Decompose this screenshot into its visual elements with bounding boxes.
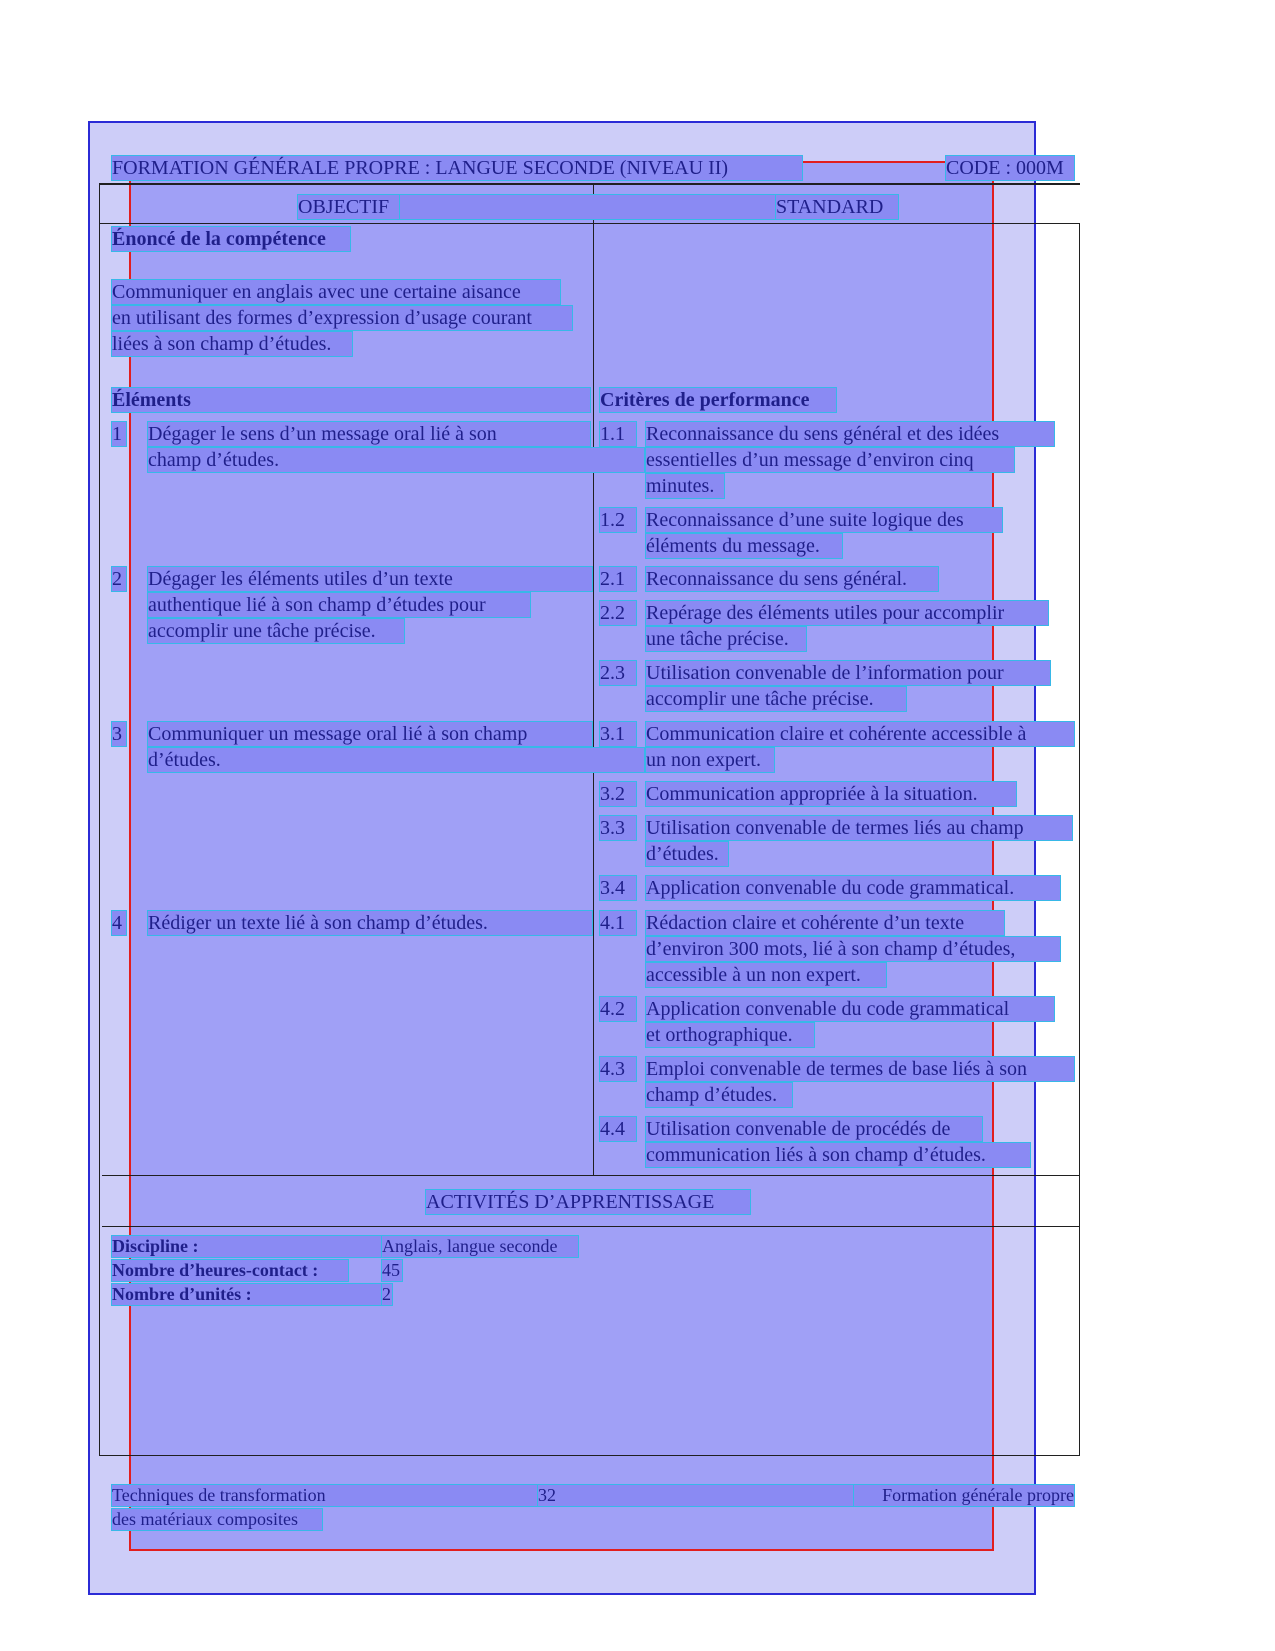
critere-text: minutes. — [646, 474, 724, 498]
table-left-border — [99, 183, 100, 1455]
competence-line: liées à son champ d’études. — [112, 332, 352, 356]
critere-text: Reconnaissance d’une suite logique des — [646, 508, 1002, 532]
critere-text: Emploi convenable de termes de base liés à son — [646, 1057, 1074, 1081]
critere-text: communication liés à son champ d’études. — [646, 1143, 1030, 1167]
column-divider — [593, 183, 594, 1175]
critere-number: 4.4 — [600, 1117, 636, 1141]
critere-text: accomplir une tâche précise. — [646, 687, 906, 711]
competence-line: en utilisant des formes d’expression d’usage courant — [112, 306, 572, 330]
heures-contact-label: Nombre d’heures-contact : — [112, 1260, 348, 1281]
header-row-divider — [99, 223, 1080, 224]
critere-text: Rédaction claire et cohérente d’un texte — [646, 911, 1004, 935]
critere-text: accessible à un non expert. — [646, 963, 886, 987]
objectif-bottom-border — [102, 1175, 1080, 1176]
critere-number: 3.2 — [600, 782, 636, 806]
element-text: Dégager le sens d’un message oral lié à son — [148, 422, 590, 446]
critere-text: une tâche précise. — [646, 627, 806, 651]
critere-text: d’environ 300 mots, lié à son champ d’études, — [646, 937, 1060, 961]
critere-number: 2.1 — [600, 567, 636, 591]
critere-text: éléments du message. — [646, 534, 842, 558]
discipline-label: Discipline : — [112, 1236, 382, 1257]
critere-number: 1.2 — [600, 508, 636, 532]
competence-heading: Énoncé de la compétence — [112, 227, 350, 251]
element-text: Rédiger un texte lié à son champ d’études. — [148, 911, 592, 935]
footer-page-number: 32 — [538, 1485, 854, 1506]
critere-number: 3.4 — [600, 876, 636, 900]
critere-text: Utilisation convenable de l’information pour — [646, 661, 1050, 685]
footer-right: Formation générale propre — [854, 1485, 1074, 1506]
element-text: accomplir une tâche précise. — [148, 619, 404, 643]
critere-text: un non expert. — [646, 748, 774, 772]
critere-text: Reconnaissance du sens général et des idées — [646, 422, 1054, 446]
element-number: 2 — [112, 567, 126, 591]
table-bottom-border — [99, 1455, 1080, 1456]
document-code: CODE : 000M — [946, 156, 1074, 180]
element-number: 4 — [112, 911, 126, 935]
critere-text: et orthographique. — [646, 1023, 814, 1047]
competence-line: Communiquer en anglais avec une certaine aisance — [112, 280, 560, 304]
critere-text: Application convenable du code grammatical. — [646, 876, 1060, 900]
standard-header: STANDARD — [776, 195, 898, 219]
critere-number: 4.1 — [600, 911, 636, 935]
activites-title: ACTIVITÉS D’APPRENTISSAGE — [426, 1190, 750, 1214]
table-top-border — [99, 183, 1080, 185]
critere-text: Application convenable du code grammatical — [646, 997, 1054, 1021]
footer-program: Techniques de transformation — [112, 1485, 538, 1506]
elements-heading: Éléments — [112, 388, 590, 412]
critere-number: 4.2 — [600, 997, 636, 1021]
heures-contact-value: 45 — [382, 1260, 400, 1280]
criteres-heading: Critères de performance — [600, 388, 836, 412]
critere-number: 3.1 — [600, 722, 636, 746]
element-text: authentique lié à son champ d’études pour — [148, 593, 530, 617]
critere-text: Reconnaissance du sens général. — [646, 567, 938, 591]
critere-text: Repérage des éléments utiles pour accomplir — [646, 601, 1048, 625]
critere-number: 1.1 — [600, 422, 636, 446]
critere-number: 2.3 — [600, 661, 636, 685]
element-number: 1 — [112, 422, 126, 446]
element-text: Dégager les éléments utiles d’un texte — [148, 567, 592, 591]
table-right-border — [1079, 223, 1080, 1455]
critere-text: champ d’études. — [646, 1083, 792, 1107]
critere-text: Utilisation convenable de termes liés au champ — [646, 816, 1072, 840]
discipline-value: Anglais, langue seconde — [382, 1236, 578, 1257]
header-gap — [400, 195, 776, 219]
critere-text: essentielles d’un message d’environ cinq — [646, 448, 1014, 472]
critere-number: 2.2 — [600, 601, 636, 625]
critere-text: d’études. — [646, 842, 728, 866]
critere-text: Utilisation convenable de procédés de — [646, 1117, 982, 1141]
activites-divider — [102, 1226, 1080, 1227]
content-frame — [129, 161, 994, 1551]
element-text: champ d’études. — [148, 448, 644, 472]
objectif-header: OBJECTIF — [298, 195, 400, 219]
document-title: FORMATION GÉNÉRALE PROPRE : LANGUE SECONDE (NIVEAU II) — [112, 156, 802, 180]
critere-number: 3.3 — [600, 816, 636, 840]
unites-value: 2 — [382, 1284, 391, 1304]
footer-program: des matériaux composites — [112, 1509, 322, 1530]
critere-text: Communication claire et cohérente accessible à — [646, 722, 1074, 746]
unites-label: Nombre d’unités : — [112, 1284, 382, 1305]
critere-text: Communication appropriée à la situation. — [646, 782, 1016, 806]
element-text: d’études. — [148, 748, 644, 772]
element-text: Communiquer un message oral lié à son champ — [148, 722, 592, 746]
critere-number: 4.3 — [600, 1057, 636, 1081]
element-number: 3 — [112, 722, 126, 746]
